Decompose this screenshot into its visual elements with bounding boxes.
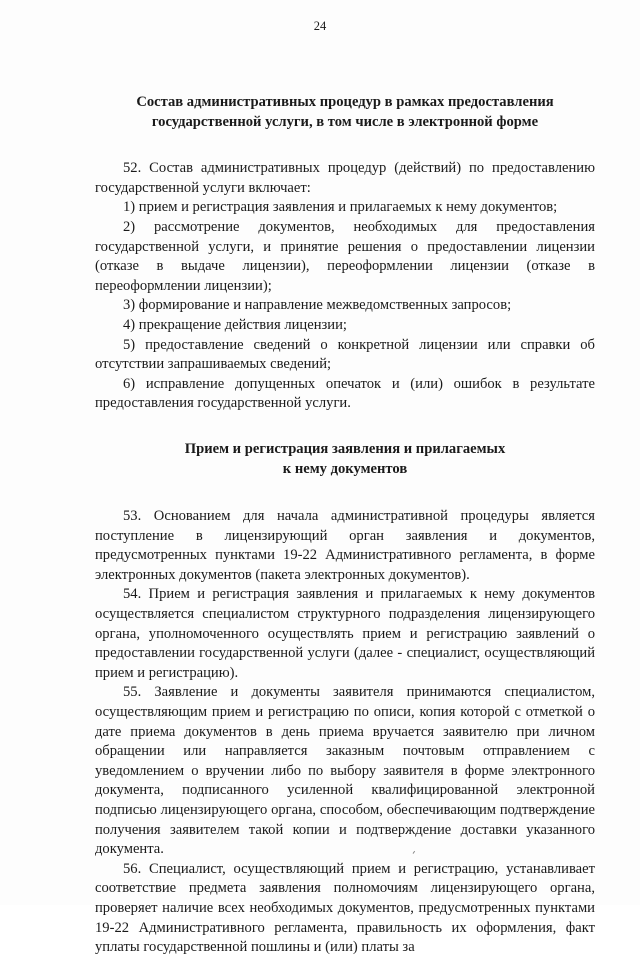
section-heading-reception-registration [95, 440, 595, 479]
heading-line: Состав административных процедур в рамках предоставления [136, 94, 554, 110]
document-body [95, 88, 595, 958]
paragraph-53: 53. Основанием для начала административной процедуры является поступление в лицензирующий орган заявления и документов, предусмотренных пунктами 19-22 Административного регламента, в форме электронных документов (пакета электронных документов). [95, 508, 595, 583]
section-heading-administrative-procedures [95, 93, 595, 132]
heading-line: к нему документов [282, 460, 408, 477]
list-item-4: 4) прекращение действия лицензии; [123, 316, 347, 333]
page-number: 24 [313, 19, 327, 33]
list-item-2: 2) рассмотрение документов, необходимых для предоставления государственной услуги, и принятие решения о предоставлении лицензии (отказе в выдаче лицензии), переоформлении лицензии (отказе в переоформлении лицензии); [95, 218, 595, 294]
section-body-reception-registration [95, 507, 595, 958]
paragraph-54: 54. Прием и регистрация заявления и прилагаемых к нему документов осуществляется специалистом структурного подразделения лицензирующего органа, уполномоченного осуществлять прием и регистрацию заявлений о предоставлении государственной услуги (далее - специалист, осуществляющий прием и регистрацию). [95, 586, 595, 681]
list-item-3: 3) формирование и направление межведомственных запросов; [123, 297, 512, 314]
paragraph-52: 52. Состав административных процедур (действий) по предоставлению государственной услуги включает: [95, 160, 595, 196]
paragraph-56: 56. Специалист, осуществляющий прием и регистрацию, устанавливает соответствие предмета заявления полномочиям лицензирующего органа, проверяет наличие всех необходимых документов, предусмотренных пунктами 19-22 Административного регламента, правильность их оформления, факт уплаты государственной пошлины и (или) платы за [95, 860, 595, 956]
section-body-administrative-procedures [95, 159, 595, 414]
list-item-5: 5) предоставление сведений о конкретной лицензии или справки об отсутствии запрашиваемых сведений; [95, 336, 595, 373]
heading-line: Прием и регистрация заявления и прилагаемых [184, 440, 506, 457]
list-item-1: 1) прием и регистрация заявления и прилагаемых к нему документов; [123, 199, 558, 216]
heading-line: государственной услуги, в том числе в электронной форме [151, 113, 539, 130]
list-item-6: 6) исправление допущенных опечаток и (или) ошибок в результате предоставления государственной услуги. [95, 375, 595, 412]
paragraph-55: 55. Заявление и документы заявителя принимаются специалистом, осуществляющим прием и регистрацию по описи, копия которой с отметкой о дате приема документов в день приема вручается заявителю при личном обращении или направляется заказным почтовым отправлением с уведомлением о вручении либо по выбору заявителя в форме электронного документа, подписанного усиленной квалифицированной электронной подписью лицензирующего органа, способом, обеспечивающим подтверждение получения заявителем такой копии и подтверждение доставки указанного документа. [95, 684, 595, 858]
